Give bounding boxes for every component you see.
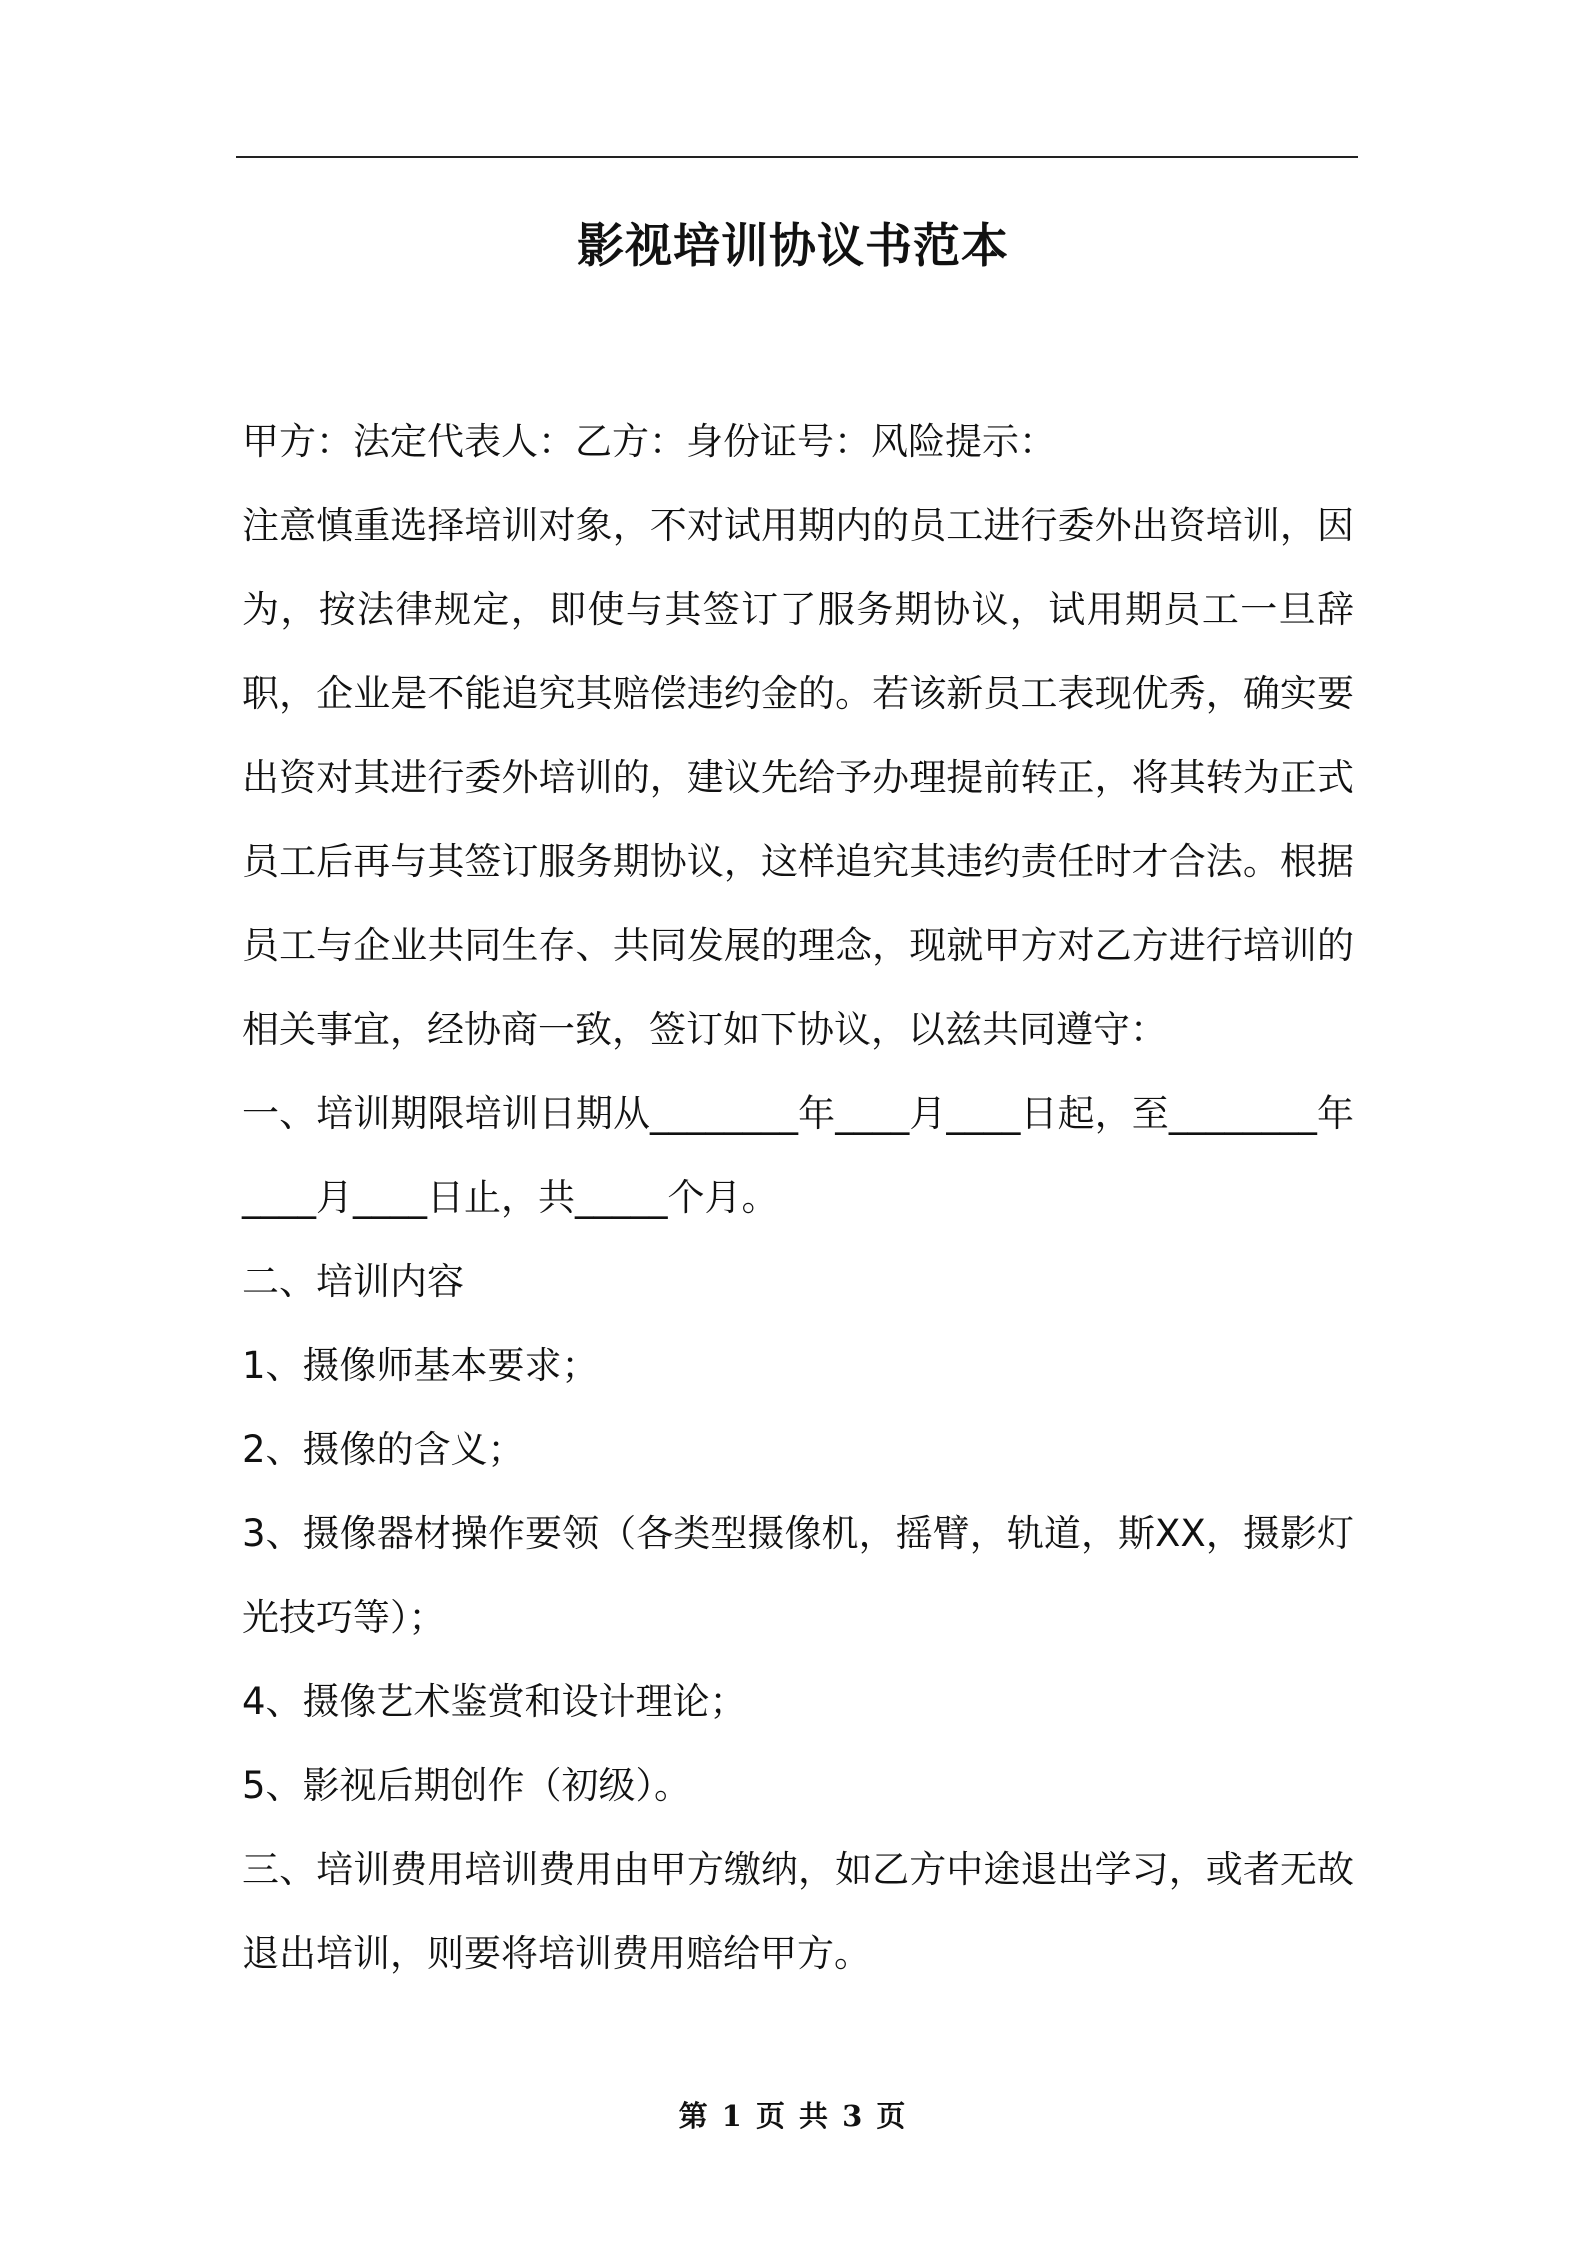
section-training-content-heading: 二、培训内容: [242, 1260, 464, 1303]
section-training-fees: 三、培训费用培训费用由甲方缴纳，如乙方中途退出学习，或者无故退出培训，则要将培训费用赔给甲方。: [242, 1848, 1354, 1975]
document-title: 影视培训协议书范本: [577, 219, 1009, 274]
content-item-1: 1、摄像师基本要求；: [242, 1344, 599, 1387]
content-item-2: 2、摄像的含义；: [242, 1428, 525, 1471]
content-item-5: 5、影视后期创作（初级）。: [242, 1764, 692, 1807]
page-number-footer: 第 1 页 共 3 页: [678, 2099, 908, 2133]
section-training-period: 一、培训期限培训日期从________年____月____日起，至________年____月____日止，共_____个月。: [242, 1092, 1354, 1219]
document-body: [242, 400, 1354, 1996]
content-item-3: 3、摄像器材操作要领（各类型摄像机，摇臂，轨道，斯XX，摄影灯光技巧等）；: [242, 1512, 1354, 1639]
header-rule: [236, 156, 1358, 158]
risk-notice-paragraph: 注意慎重选择培训对象，不对试用期内的员工进行委外出资培训，因为，按法律规定，即使与其签订了服务期协议，试用期员工一旦辞职，企业是不能追究其赔偿违约金的。若该新员工表现优秀，确实要出资对其进行委外培训的，建议先给予办理提前转正，将其转为正式员工后再与其签订服务期协议，这样追究其违约责任时才合法。根据员工与企业共同生存、共同发展的理念，现就甲方对乙方进行培训的相关事宜，经协商一致，签订如下协议，以兹共同遵守：: [242, 504, 1354, 1051]
parties-line: 甲方：法定代表人：乙方：身份证号：风险提示：: [242, 420, 1056, 463]
content-item-4: 4、摄像艺术鉴赏和设计理论；: [242, 1680, 747, 1723]
